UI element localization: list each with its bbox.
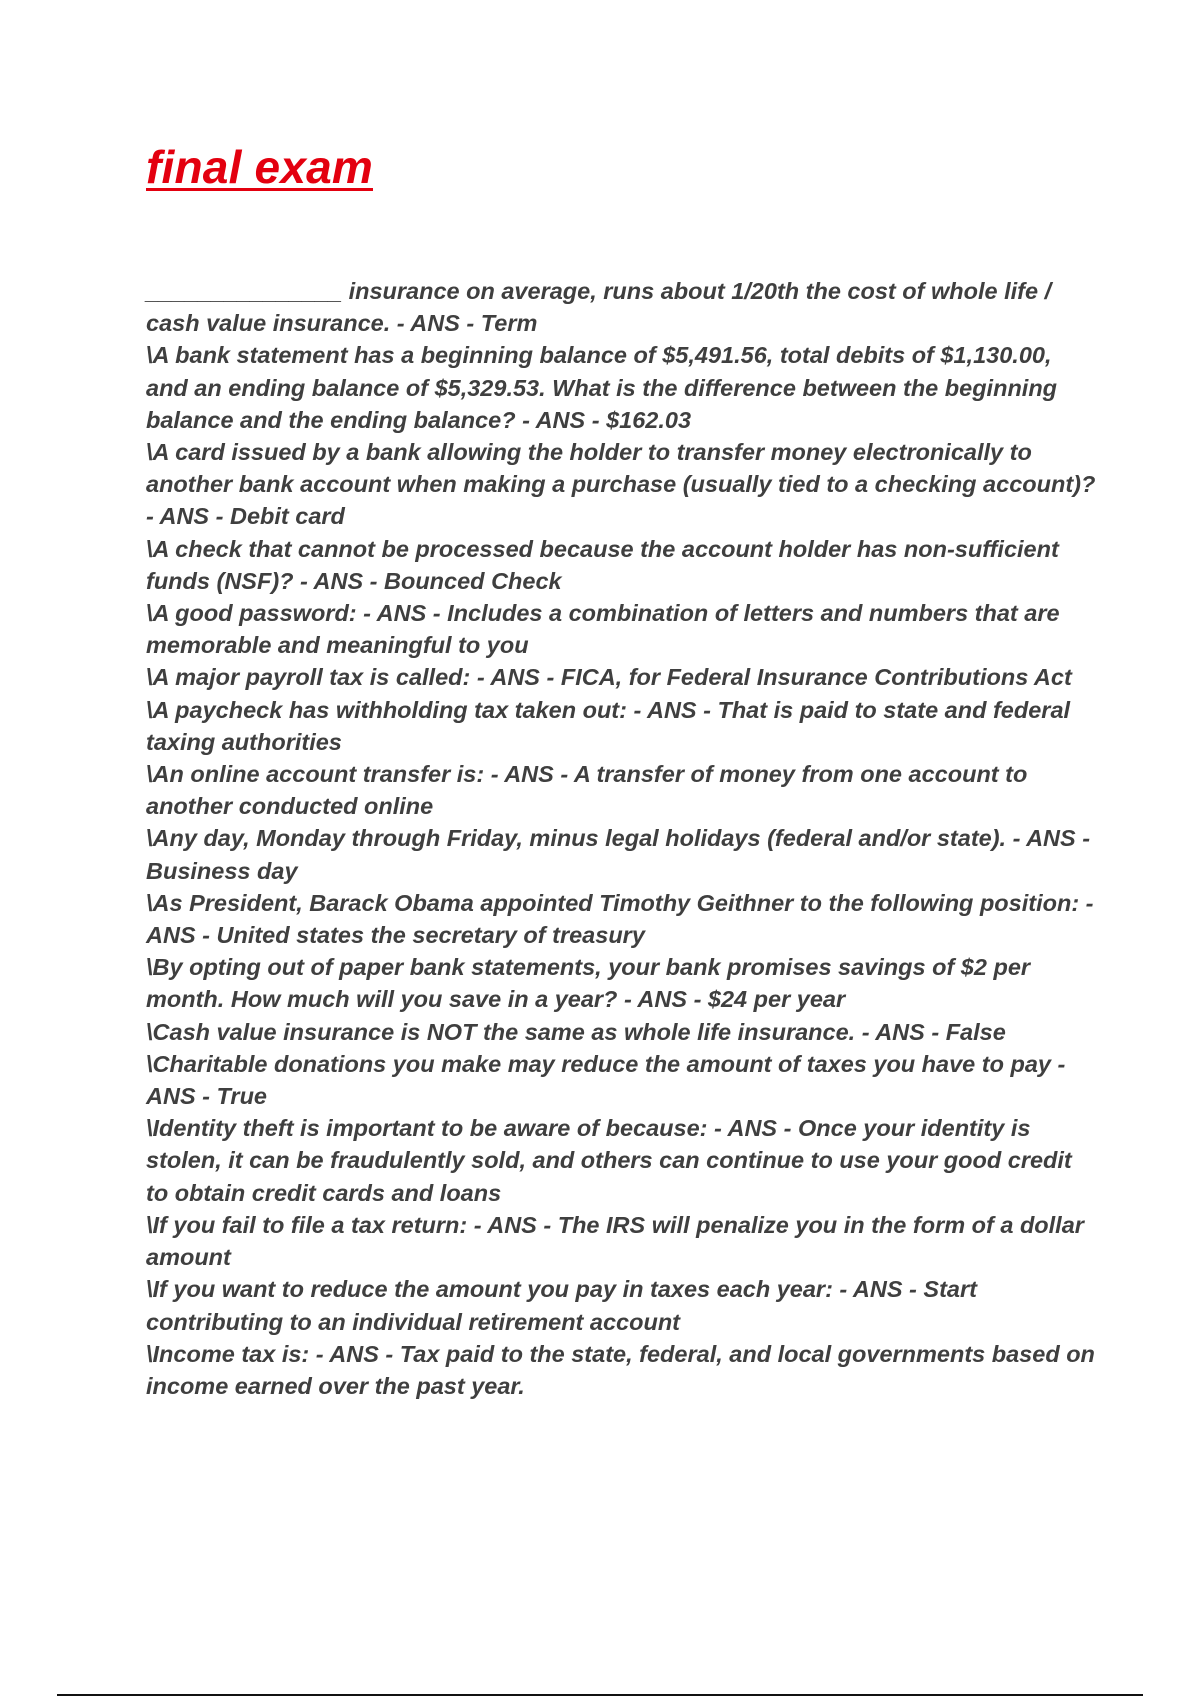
qa-item-17: \Income tax is: - ANS - Tax paid to the state, federal, and local governments based on income earned over the past year. bbox=[146, 1340, 1102, 1399]
qa-item-13: \Charitable donations you make may reduce the amount of taxes you have to pay - ANS - True bbox=[146, 1050, 1072, 1110]
qa-content bbox=[146, 275, 1102, 1402]
qa-item-14: \Identity theft is important to be aware of because: - ANS - Once your identity is stolen, it can be fraudulently sold, and others can continue to use your good credit to obtain credit cards and loans bbox=[146, 1115, 1079, 1206]
qa-item-11: \By opting out of paper bank statements, your bank promises savings of $2 per month. How much will you save in a year? - ANS - $24 per year bbox=[146, 954, 1037, 1013]
qa-item-12: \Cash value insurance is NOT the same as whole life insurance. - ANS - False bbox=[146, 1018, 1006, 1045]
qa-item-8: \An online account transfer is: - ANS - A transfer of money from one account to another conducted online bbox=[146, 761, 1034, 820]
qa-item-2: \A bank statement has a beginning balance of $5,491.56, total debits of $1,130.00, and an ending balance of $5,329.53. What is the difference between the beginning balance and the ending balance? - ANS - $162.03 bbox=[146, 342, 1064, 433]
qa-item-7: \A paycheck has withholding tax taken out: - ANS - That is paid to state and federal taxing authorities bbox=[146, 696, 1077, 755]
qa-item-3: \A card issued by a bank allowing the holder to transfer money electronically to another bank account when making a purchase (usually tied to a checking account)? - ANS - Debit card bbox=[146, 439, 1102, 530]
page-bottom-rule bbox=[57, 1694, 1143, 1696]
qa-item-10: \As President, Barack Obama appointed Timothy Geithner to the following position: - ANS - United states the secretary of treasury bbox=[146, 889, 1100, 949]
qa-item-1: _______________ insurance on average, runs about 1/20th the cost of whole life / cash value insurance. - ANS - Term bbox=[146, 278, 1058, 337]
qa-item-4: \A check that cannot be processed because the account holder has non-sufficient funds (NSF)? - ANS - Bounced Check bbox=[146, 535, 1066, 594]
qa-item-5: \A good password: - ANS - Includes a combination of letters and numbers that are memorable and meaningful to you bbox=[146, 600, 1067, 659]
qa-item-16: \If you want to reduce the amount you pay in taxes each year: - ANS - Start contributing to an individual retirement account bbox=[146, 1276, 984, 1335]
qa-item-6: \A major payroll tax is called: - ANS - FICA, for Federal Insurance Contributions Act bbox=[146, 664, 1072, 691]
qa-item-15: \If you fail to file a tax return: - ANS - The IRS will penalize you in the form of a dollar amount bbox=[146, 1211, 1091, 1271]
page-title: final exam bbox=[146, 141, 373, 193]
qa-item-9: \Any day, Monday through Friday, minus legal holidays (federal and/or state). - ANS - Business day bbox=[146, 825, 1097, 884]
